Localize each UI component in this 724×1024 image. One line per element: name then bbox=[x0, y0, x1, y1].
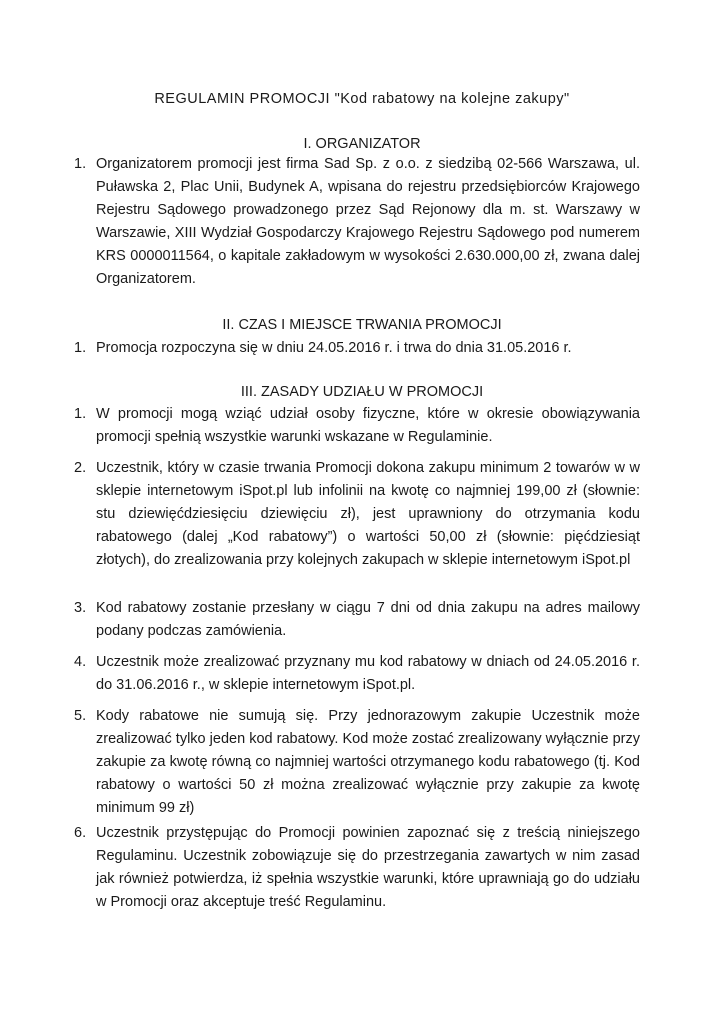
list-item-number: 5. bbox=[74, 708, 87, 724]
list-item-number: 4. bbox=[74, 654, 87, 670]
list-item-number: 1. bbox=[74, 406, 87, 422]
list-item-text: Uczestnik przystępując do Promocji powinien zapoznać się z treścią niniejszego Regulaminu. Uczestnik zobowiązuje się do przestrzegania zawartych w nim zasad jak również potwierdza, iż spełnia wszystkie warunki, które uprawniają go do udziału w Promocji oraz akceptuje treść Regulaminu. bbox=[96, 825, 640, 910]
list-item bbox=[74, 403, 640, 449]
list-item bbox=[74, 153, 640, 291]
list-item-number: 2. bbox=[74, 460, 87, 476]
list-item bbox=[74, 705, 640, 820]
section-heading-rules: III. ZASADY UDZIAŁU W PROMOCJI bbox=[240, 384, 484, 400]
list-item-number: 6. bbox=[74, 825, 87, 841]
list-item bbox=[74, 337, 640, 360]
list-item-text: Uczestnik może zrealizować przyznany mu kod rabatowy w dniach od 24.05.2016 r. do 31.06.2016 r., w sklepie internetowym iSpot.pl. bbox=[96, 654, 640, 693]
section-heading-duration: II. CZAS I MIEJSCE TRWANIA PROMOCJI bbox=[222, 317, 502, 333]
list-item-number: 1. bbox=[74, 340, 87, 356]
list-item bbox=[74, 457, 640, 572]
list-item-number: 1. bbox=[74, 156, 87, 172]
list-item-text: Organizatorem promocji jest firma Sad Sp. z o.o. z siedzibą 02-566 Warszawa, ul. Puławska 2, Plac Unii, Budynek A, wpisana do rejestru przedsiębiorców Krajowego Rejestru Sądowego prowadzonego przez Sąd Rejonowy dla m. st. Warszawy w Warszawie, XIII Wydział Gospodarczy Krajowego Rejestru Sądowego pod numerem KRS 0000011564, o kapitale zakładowym w wysokości 2.630.000,00 zł, zwana dalej Organizatorem. bbox=[96, 156, 640, 287]
list-item bbox=[74, 822, 640, 914]
section-heading-organizer: I. ORGANIZATOR bbox=[303, 136, 421, 152]
list-item-text: Uczestnik, który w czasie trwania Promocji dokona zakupu minimum 2 towarów w w sklepie internetowym iSpot.pl lub infolinii na kwotę co najmniej 199,00 zł (słownie: stu dziewięćdziesięciu dziewięciu zł), jest uprawniony do otrzymania kodu rabatowego (dalej „Kod rabatowy”) o wartości 50,00 zł (słownie: pięćdziesiąt złotych), do zrealizowania przy kolejnych zakupach w sklepie internetowym iSpot.pl bbox=[96, 460, 640, 568]
document-title: REGULAMIN PROMOCJI "Kod rabatowy na kolejne zakupy" bbox=[154, 91, 570, 107]
list-item-text: Promocja rozpoczyna się w dniu 24.05.2016 r. i trwa do dnia 31.05.2016 r. bbox=[96, 340, 572, 356]
list-item bbox=[74, 651, 640, 697]
list-item bbox=[74, 597, 640, 643]
list-item-text: Kody rabatowe nie sumują się. Przy jednorazowym zakupie Uczestnik może zrealizować tylko jeden kod rabatowy. Kod może zostać zrealizowany wyłącznie przy zakupie za kwotę równą co najmniej wartości otrzymanego kodu rabatowego (tj. Kod rabatowy o wartości 50 zł można zrealizować wyłącznie przy zakupie za kwotę minimum 99 zł) bbox=[96, 708, 640, 816]
list-item-number: 3. bbox=[74, 600, 87, 616]
list-item-text: Kod rabatowy zostanie przesłany w ciągu 7 dni od dnia zakupu na adres mailowy podany podczas zamówienia. bbox=[96, 600, 640, 639]
list-item-text: W promocji mogą wziąć udział osoby fizyczne, które w okresie obowiązywania promocji spełnią wszystkie warunki wskazane w Regulaminie. bbox=[96, 406, 640, 445]
